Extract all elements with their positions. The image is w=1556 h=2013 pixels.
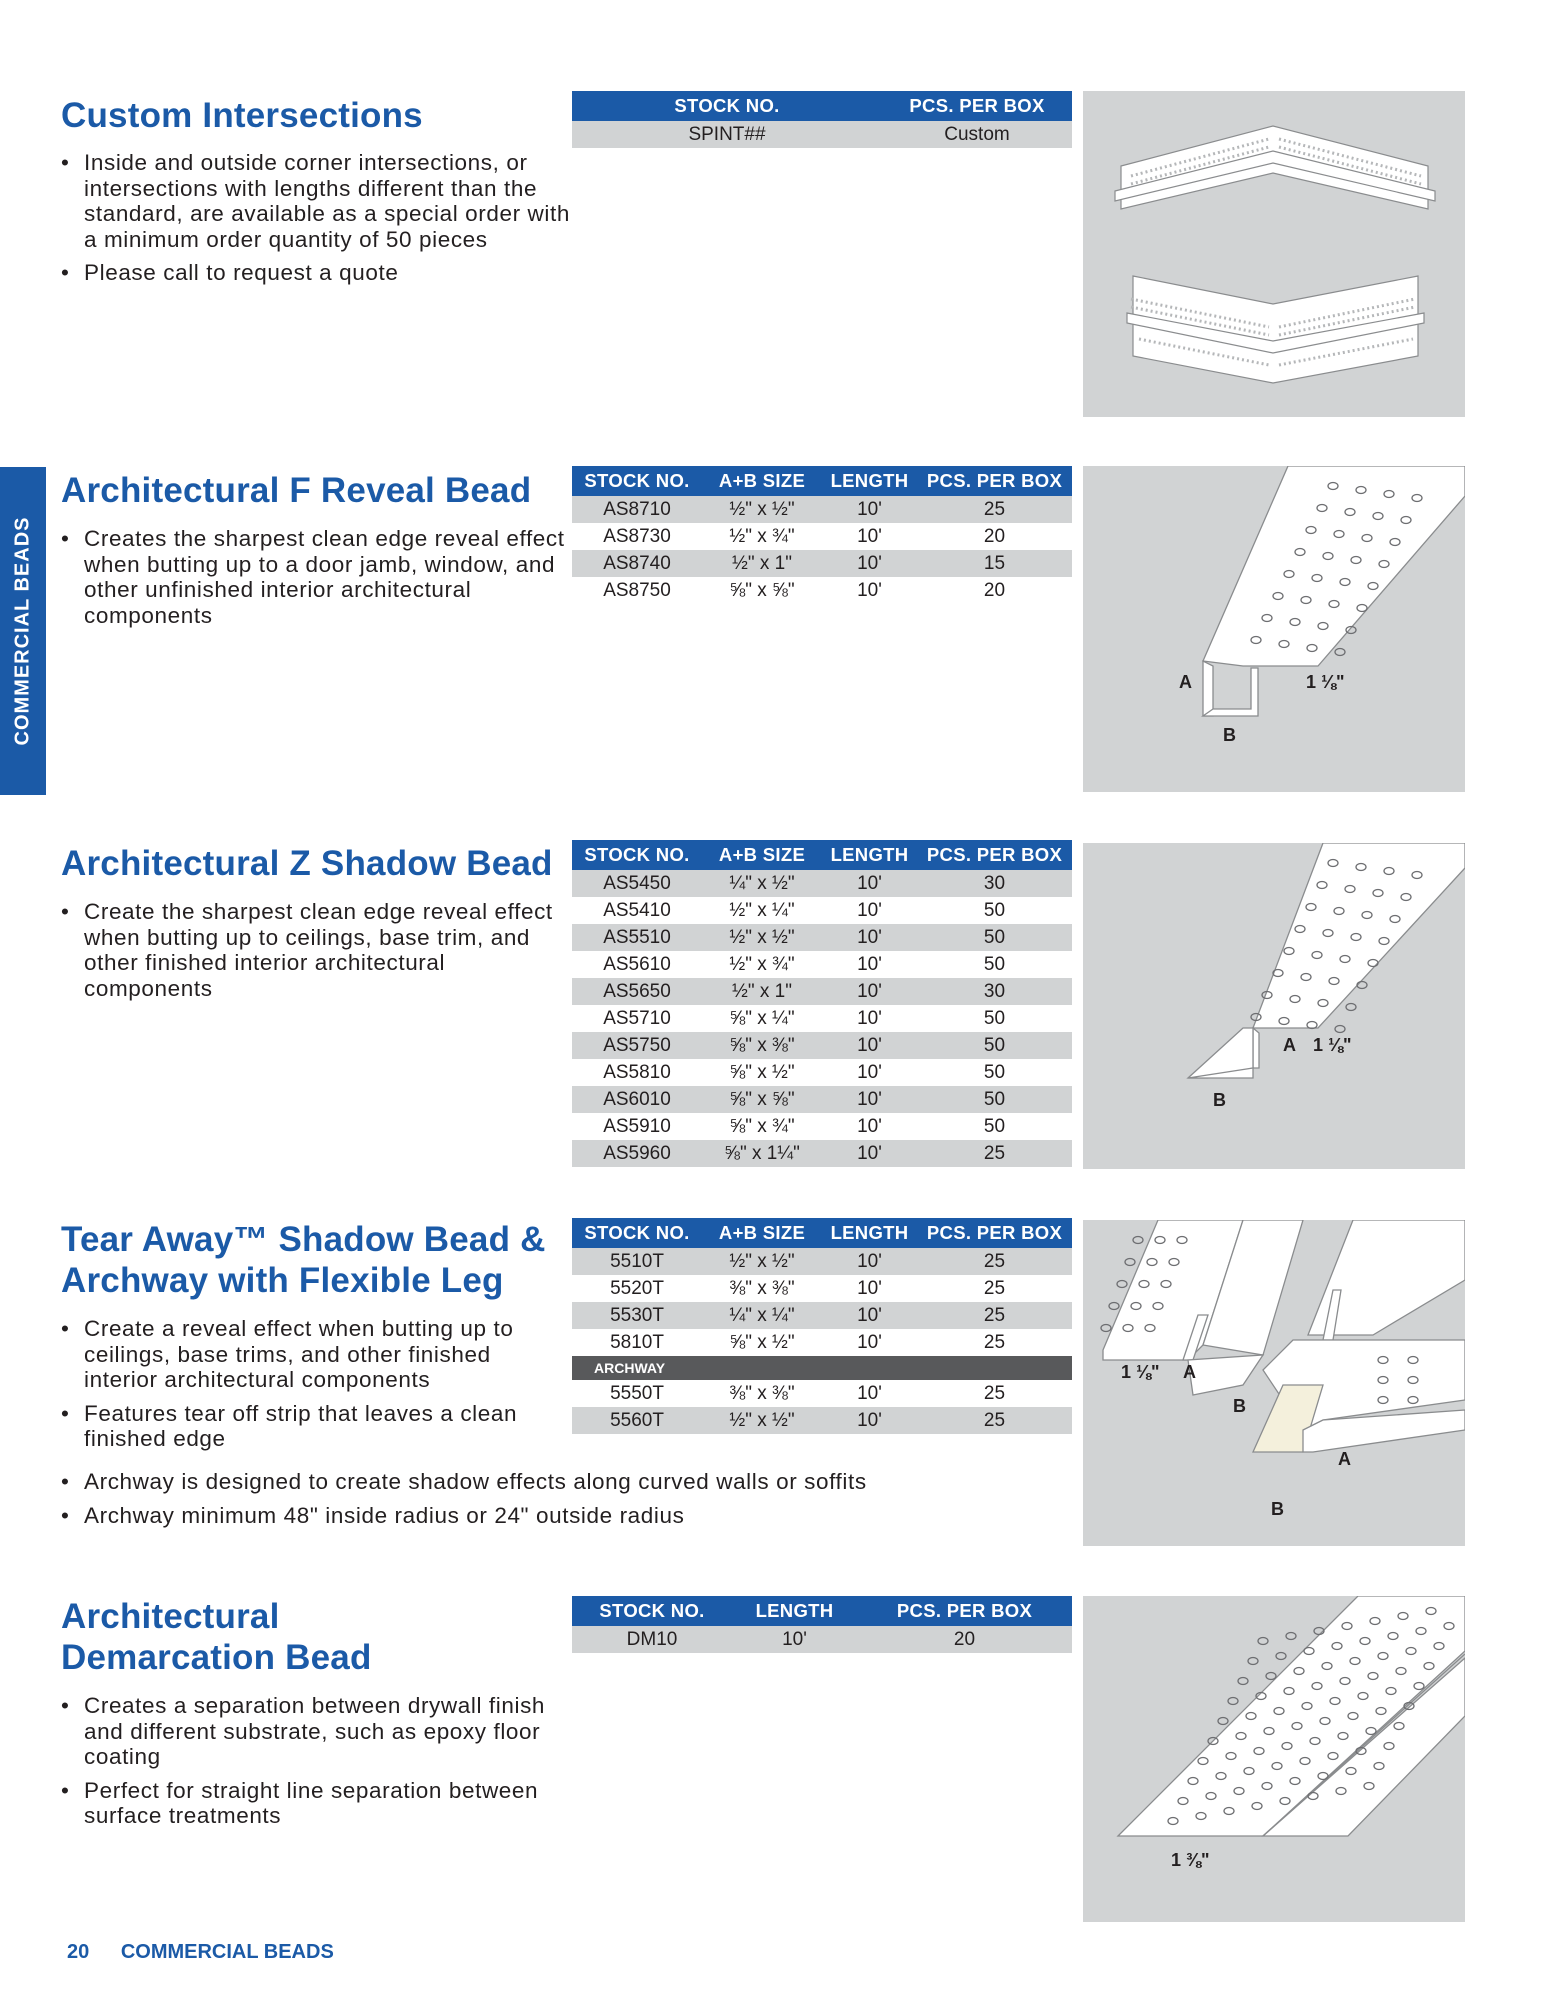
footer-section-label: COMMERCIAL BEADS [120,1941,334,1963]
bullet-item: • Archway minimum 48" inside radius or 24" outside radius [61,1503,1021,1529]
table-cell: ⅝" x ¾" [702,1113,822,1140]
table-row [572,1140,1072,1167]
table-cell: 20 [917,523,1072,550]
bullet-item: • Inside and outside corner intersections, or intersections with lengths different than the standard, are available as a special order with a minimum order quantity of 50 pieces [61,150,571,252]
table-cell: 25 [917,496,1072,523]
table-cell: ⅝" x ⅜" [702,1032,822,1059]
dim-label-width: 1 ⅛" [1121,1362,1160,1382]
perforation-hole [1258,1638,1268,1645]
title-line: Architectural Z Shadow Bead [61,844,553,883]
col-header: PCS. PER BOX [857,1596,1072,1626]
bullet-list [61,899,571,1009]
col-header: PCS. PER BOX [882,91,1072,121]
section-title [61,1219,546,1301]
table-row [572,550,1072,577]
table-cell: ⅜" x ⅜" [702,1275,822,1302]
table-cell: AS5410 [572,897,702,924]
dim-label-width: 1 ⅜" [1171,1850,1210,1870]
title-line: Tear Away™ Shadow Bead & [61,1220,546,1259]
table-cell: Custom [882,121,1072,148]
spec-table [572,91,1072,148]
table-cell: SPINT## [572,121,882,148]
bullet-list [61,1316,571,1460]
table-cell: ⅝" x 1¼" [702,1140,822,1167]
table-cell: AS5710 [572,1005,702,1032]
table-cell: 10' [822,951,917,978]
table-cell: AS5510 [572,924,702,951]
table-row [572,924,1072,951]
table-cell: AS5610 [572,951,702,978]
table-cell: 10' [822,1032,917,1059]
col-header: LENGTH [822,1218,917,1248]
section-title [61,95,423,136]
table-cell: 25 [917,1380,1072,1407]
table-cell: ⅝" x ½" [702,1329,822,1356]
table-row [572,951,1072,978]
perforation-hole [1335,1026,1345,1033]
table-cell: DM10 [572,1626,732,1653]
table-cell: 25 [917,1140,1072,1167]
perforation-hole [1218,1718,1228,1725]
table-cell: 10' [732,1626,857,1653]
table-cell: 20 [857,1626,1072,1653]
table-cell: 10' [822,1275,917,1302]
table-cell: ⅝" x ½" [702,1059,822,1086]
title-line: Architectural [61,1597,280,1636]
table-cell: 10' [822,1140,917,1167]
table-row [572,1329,1072,1356]
table-cell: ⅜" x ⅜" [702,1380,822,1407]
table-row [572,1380,1072,1407]
table-cell: 10' [822,1086,917,1113]
table-cell: AS8730 [572,523,702,550]
product-image-custom-intersections [1083,91,1465,417]
table-cell: AS8710 [572,496,702,523]
perforation-hole [1133,1237,1143,1244]
bullet-item: • Create the sharpest clean edge reveal effect when butting up to ceilings, base trim, and other finished interior architectural components [61,899,571,1001]
table-cell: ½" x ¾" [702,951,822,978]
col-header: A+B SIZE [702,840,822,870]
table-cell: 10' [822,1113,917,1140]
spec-table [572,840,1072,1167]
col-header: STOCK NO. [572,840,702,870]
table-cell: 25 [917,1329,1072,1356]
table-cell: 20 [917,577,1072,604]
dim-label-b: B [1233,1396,1246,1416]
table-row [572,1059,1072,1086]
table-cell: AS6010 [572,1086,702,1113]
table-cell: 25 [917,1275,1072,1302]
col-header: STOCK NO. [572,1218,702,1248]
bullet-item: • Creates a separation between drywall finish and different substrate, such as epoxy floor coating [61,1693,571,1770]
table-cell: AS5810 [572,1059,702,1086]
page-number: 20 [67,1941,90,1963]
section-title [61,843,553,884]
product-image-f-reveal-bead [1083,466,1465,792]
table-cell: 5550T [572,1380,702,1407]
table-cell: 30 [917,978,1072,1005]
table-row [572,1302,1072,1329]
title-line: Archway with Flexible Leg [61,1261,504,1300]
title-line: Architectural F Reveal Bead [61,471,532,510]
col-header: LENGTH [822,466,917,496]
spec-table [572,466,1072,604]
section-title [61,1596,372,1678]
table-cell: 5530T [572,1302,702,1329]
perforation-hole [1101,1325,1111,1332]
table-row [572,870,1072,897]
perforation-hole [1357,982,1367,989]
table-cell: 50 [917,1113,1072,1140]
table-cell: 25 [917,1407,1072,1434]
table-cell: ½" x ½" [702,924,822,951]
table-cell: 10' [822,1302,917,1329]
bullet-list [61,150,571,294]
table-cell: 15 [917,550,1072,577]
table-row [572,978,1072,1005]
table-row [572,1626,1072,1653]
table-row [572,1032,1072,1059]
col-header: LENGTH [732,1596,857,1626]
table-cell: 10' [822,550,917,577]
table-cell: ¼" x ½" [702,870,822,897]
table-row [572,1275,1072,1302]
table-cell: 25 [917,1248,1072,1275]
table-cell: 50 [917,1032,1072,1059]
col-header: STOCK NO. [572,466,702,496]
table-row [572,897,1072,924]
perforation-hole [1228,1698,1238,1705]
col-header: A+B SIZE [702,466,822,496]
table-cell: 10' [822,978,917,1005]
table-cell: 5520T [572,1275,702,1302]
perforation-hole [1248,1658,1258,1665]
side-tab [0,467,46,795]
col-header: A+B SIZE [702,1218,822,1248]
bullet-item: • Please call to request a quote [61,260,571,286]
spec-table [572,1218,1072,1434]
table-cell: 10' [822,1059,917,1086]
table-cell: ½" x 1" [702,550,822,577]
title-line: Demarcation Bead [61,1638,372,1677]
bullet-item: • Create a reveal effect when butting up to ceilings, base trims, and other finished interior architectural components [61,1316,571,1393]
archway-subheader-fill [822,1356,1072,1380]
bullet-list [61,526,571,636]
table-row [572,1086,1072,1113]
dim-label-a: A [1179,672,1192,692]
table-cell: AS8740 [572,550,702,577]
dim-label-width: 1 ⅛" [1313,1035,1352,1055]
table-cell: 5810T [572,1329,702,1356]
table-cell: 10' [822,1248,917,1275]
table-cell: ½" x ½" [702,1248,822,1275]
bullet-list [61,1693,571,1837]
table-subheader [572,1356,1072,1380]
table-cell: AS5450 [572,870,702,897]
perforation-hole [1117,1281,1127,1288]
section-title [61,470,531,511]
bullet-item: • Perfect for straight line separation between surface treatments [61,1778,571,1829]
table-cell: ⅝" x ⅝" [702,1086,822,1113]
perforation-hole [1346,1004,1356,1011]
table-cell: 10' [822,496,917,523]
table-cell: 50 [917,1086,1072,1113]
table-row [572,121,1072,148]
table-cell: ½" x ¼" [702,897,822,924]
perforation-hole [1109,1303,1119,1310]
table-cell: ⅝" x ⅝" [702,577,822,604]
col-header: PCS. PER BOX [917,1218,1072,1248]
col-header: LENGTH [822,840,917,870]
page-footer [67,1941,334,1964]
table-cell: 50 [917,951,1072,978]
title-line: Custom Intersections [61,96,423,135]
table-row [572,1005,1072,1032]
table-cell: AS8750 [572,577,702,604]
dim-label-a: A [1183,1362,1196,1382]
table-cell: ¼" x ¼" [702,1302,822,1329]
table-cell: ½" x ½" [702,496,822,523]
table-row [572,577,1072,604]
dim-label-width: 1 ⅛" [1306,672,1345,692]
table-cell: 50 [917,1005,1072,1032]
perforation-hole [1125,1259,1135,1266]
dim-label-a: A [1283,1035,1296,1055]
archway-subheader: ARCHWAY [572,1356,822,1380]
table-cell: 5510T [572,1248,702,1275]
bullet-list-wide [61,1469,1021,1536]
table-cell: 25 [917,1302,1072,1329]
perforation-hole [1276,1653,1286,1660]
table-cell: 10' [822,1005,917,1032]
dim-label-a-archway: A [1338,1449,1351,1469]
table-cell: 10' [822,1407,917,1434]
bullet-item: • Features tear off strip that leaves a clean finished edge [61,1401,571,1452]
table-cell: 5560T [572,1407,702,1434]
product-image-tear-away-bead [1083,1220,1465,1546]
table-cell: 50 [917,924,1072,951]
table-row [572,1407,1072,1434]
bullet-item: • Archway is designed to create shadow effects along curved walls or soffits [61,1469,1021,1495]
table-row [572,496,1072,523]
table-cell: 10' [822,577,917,604]
product-image-demarcation-bead [1083,1596,1465,1922]
dim-label-b-archway: B [1271,1499,1284,1519]
table-cell: ½" x 1" [702,978,822,1005]
dim-label-b: B [1223,725,1236,745]
table-cell: 30 [917,870,1072,897]
product-image-z-shadow-bead [1083,843,1465,1169]
table-cell: ⅝" x ¼" [702,1005,822,1032]
side-tab-label: COMMERCIAL BEADS [11,516,34,746]
table-cell: ½" x ½" [702,1407,822,1434]
table-cell: 10' [822,1380,917,1407]
table-cell: AS5910 [572,1113,702,1140]
table-cell: 50 [917,1059,1072,1086]
spec-table [572,1596,1072,1653]
table-row [572,523,1072,550]
table-cell: 10' [822,924,917,951]
perforation-hole [1286,1633,1296,1640]
col-header: PCS. PER BOX [917,466,1072,496]
table-cell: 10' [822,1329,917,1356]
table-cell: 50 [917,897,1072,924]
table-cell: 10' [822,870,917,897]
table-cell: ½" x ¾" [702,523,822,550]
col-header: PCS. PER BOX [917,840,1072,870]
perforation-hole [1238,1678,1248,1685]
bullet-item: • Creates the sharpest clean edge reveal effect when butting up to a door jamb, window, and other unfinished interior architectural components [61,526,571,628]
table-cell: 10' [822,897,917,924]
table-cell: AS5750 [572,1032,702,1059]
table-row [572,1113,1072,1140]
dim-label-b: B [1213,1090,1226,1110]
perforation-hole [1266,1673,1276,1680]
perforation-hole [1335,649,1345,656]
col-header: STOCK NO. [572,1596,732,1626]
table-cell: 10' [822,523,917,550]
table-cell: AS5650 [572,978,702,1005]
table-row [572,1248,1072,1275]
table-cell: AS5960 [572,1140,702,1167]
col-header: STOCK NO. [572,91,882,121]
